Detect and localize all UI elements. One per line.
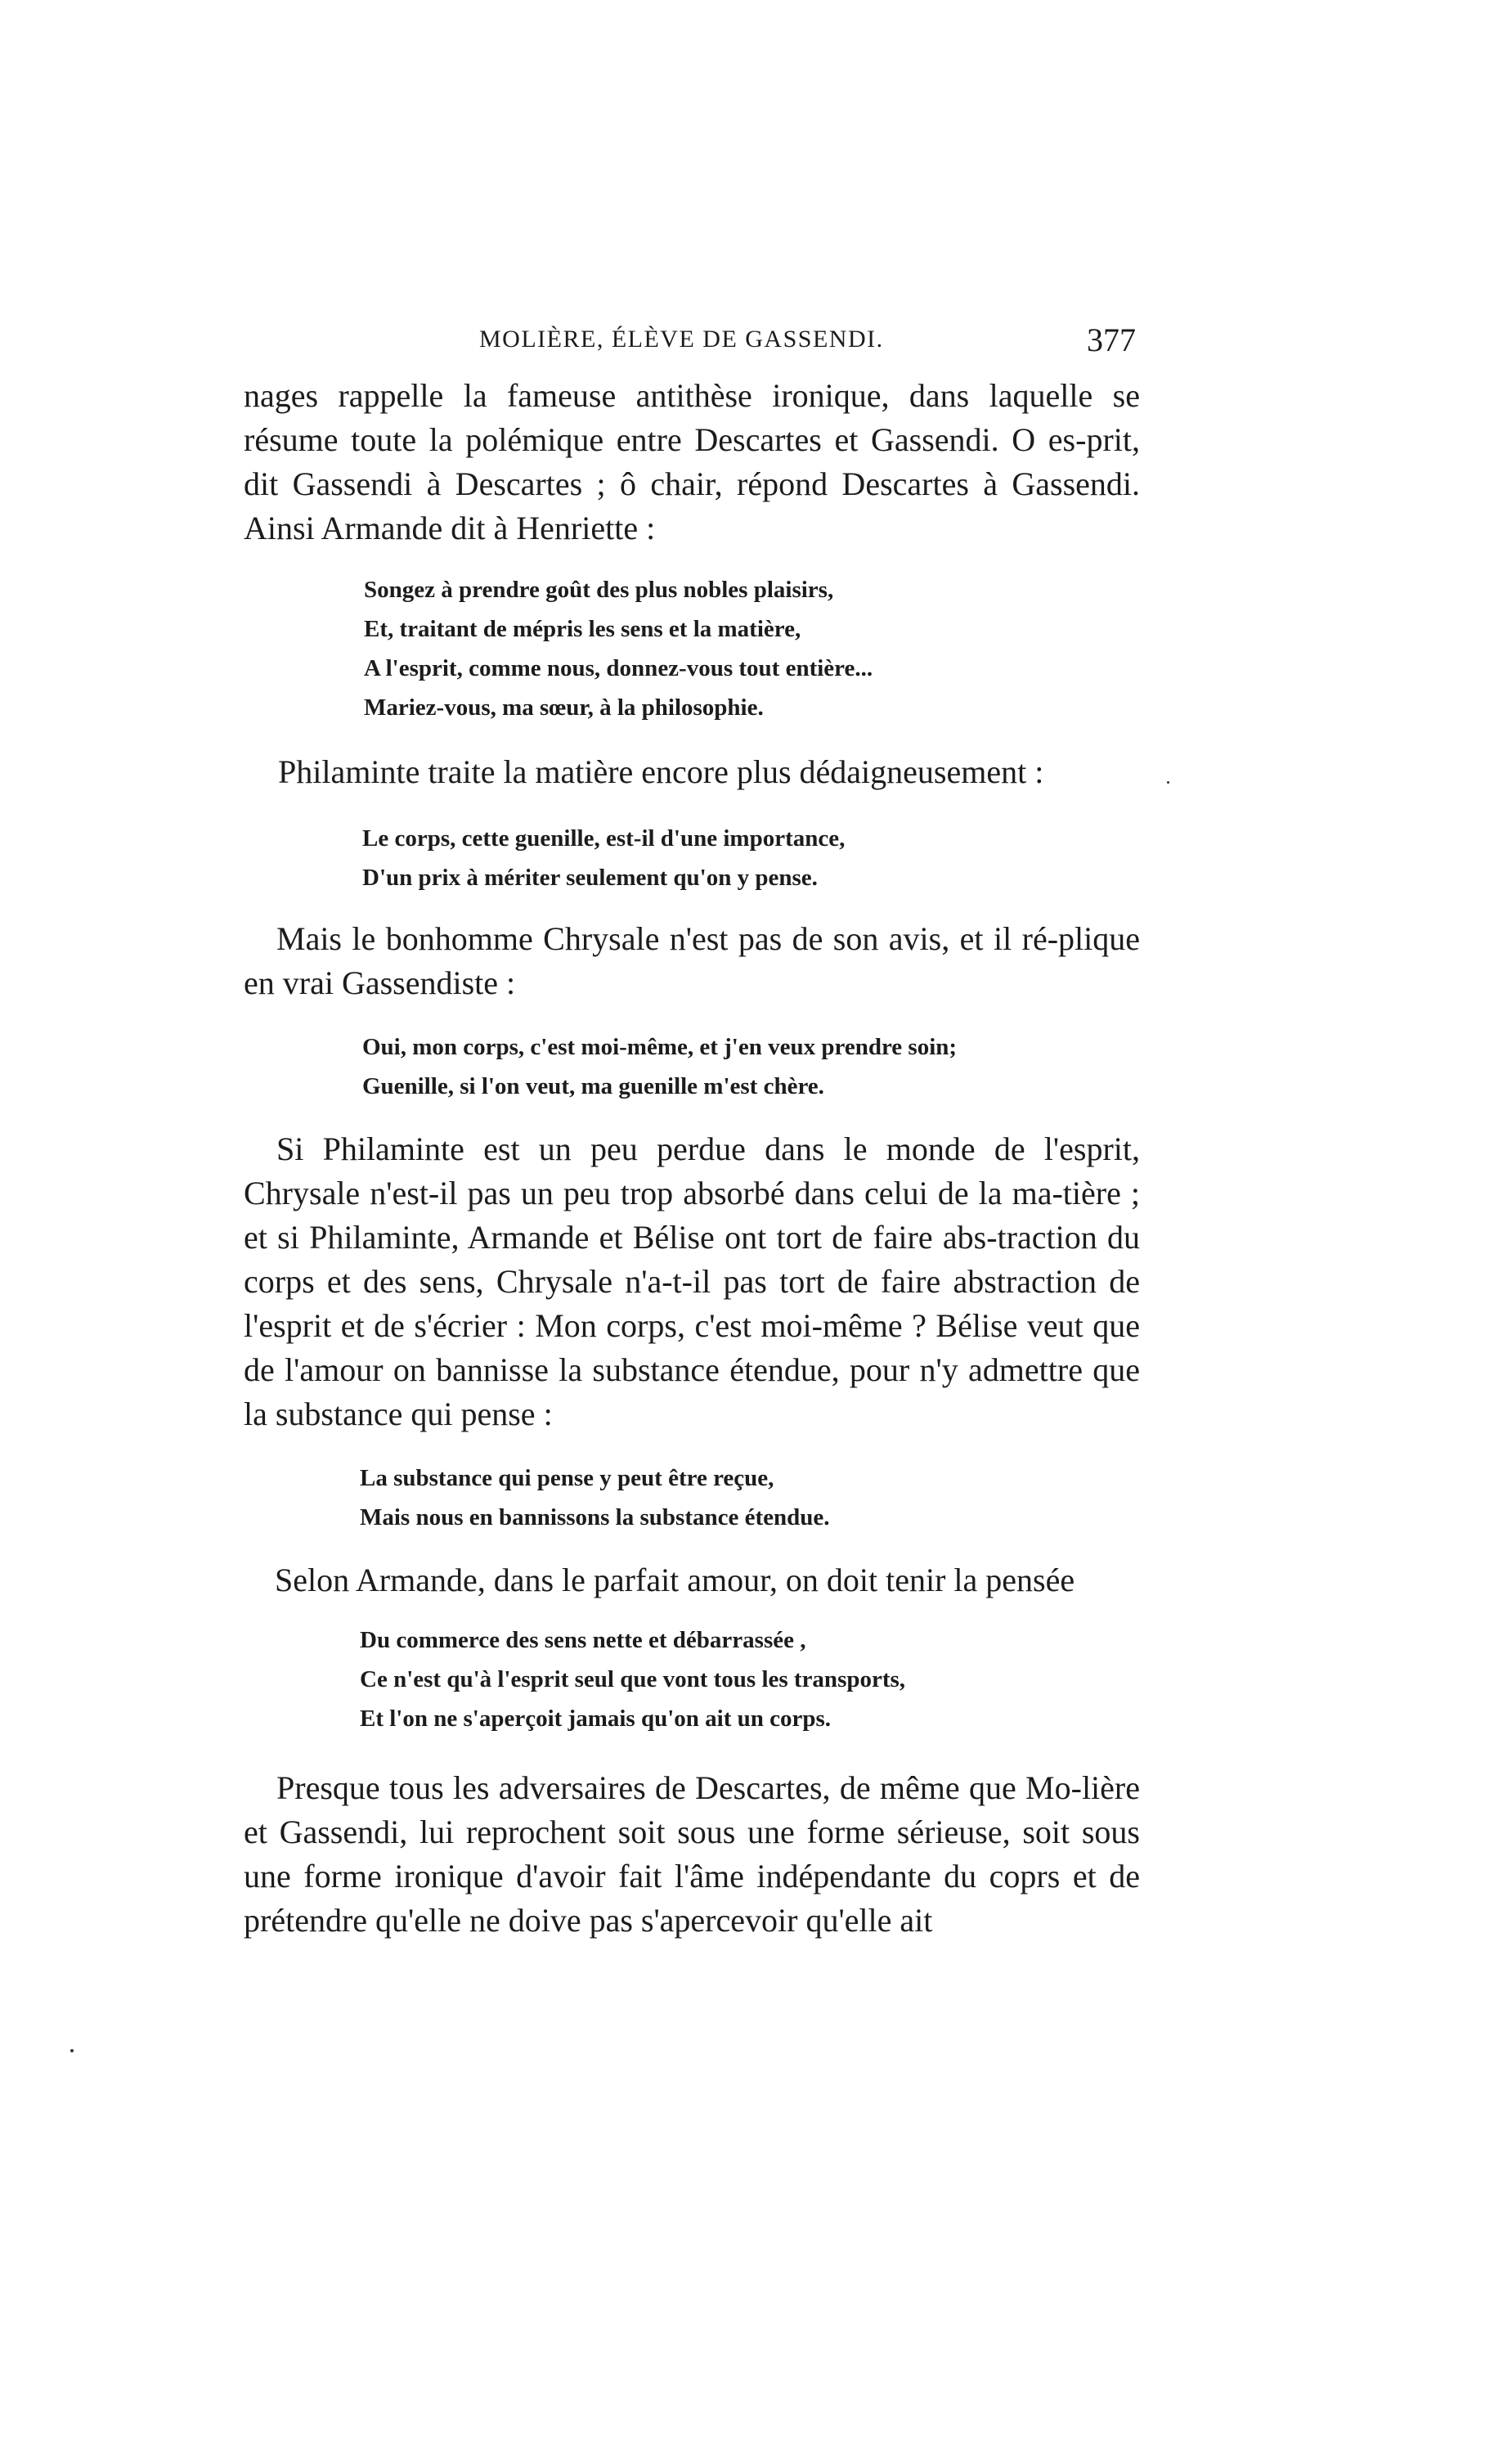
verse-line: Le corps, cette guenille, est-il d'une importance, <box>362 825 846 852</box>
verse-line: La substance qui pense y peut être reçue, <box>360 1465 774 1491</box>
verse-line: Et l'on ne s'aperçoit jamais qu'on ait un corps. <box>360 1706 832 1732</box>
verse-line: Ce n'est qu'à l'esprit seul que vont tous les transports, <box>360 1666 906 1692</box>
paragraph-adversaries: Presque tous les adversaires de Descartes, de même que Mo-lière et Gassendi, lui reprochent soit sous une forme sérieuse, soit sous une forme ironique d'avoir fait l'âme indépendante du coprs et de prétendre qu'elle ne doive pas s'apercevoir qu'elle ait <box>244 1769 1140 1939</box>
scan-speck <box>70 2049 74 2052</box>
verse-line: Songez à prendre goût des plus nobles plaisirs, <box>364 577 834 603</box>
page-header <box>245 321 1145 366</box>
paragraph-armande-love: Selon Armande, dans le parfait amour, on doit tenir la pensée <box>275 1562 1075 1598</box>
paragraph-chrysale: Mais le bonhomme Chrysale n'est pas de son avis, et il ré-plique en vrai Gassendiste : <box>244 920 1140 1001</box>
verse-line: Oui, mon corps, c'est moi-même, et j'en veux prendre soin; <box>362 1034 958 1060</box>
paragraph-continuation: nages rappelle la fameuse antithèse ironique, dans laquelle se résume toute la polémique entre Descartes et Gassendi. O es-prit, dit Gassendi à Descartes ; ô chair, répond Descartes à Gassendi. Ainsi Armande dit à Henriette : <box>244 377 1140 546</box>
verse-block-belise <box>360 1458 830 1537</box>
verse-line: Guenille, si l'on veut, ma guenille m'est chère. <box>362 1073 824 1099</box>
page-number: 377 <box>1087 321 1136 358</box>
verse-line: Mais nous en bannissons la substance étendue. <box>360 1504 830 1530</box>
verse-block-armande-love <box>360 1620 905 1738</box>
verse-line: A l'esprit, comme nous, donnez-vous tout entière... <box>364 655 873 681</box>
verse-line: Du commerce des sens nette et débarrassée , <box>360 1627 806 1653</box>
verse-line: D'un prix à mériter seulement qu'on y pense. <box>362 865 818 891</box>
verse-block-philaminte <box>362 819 845 897</box>
verse-block-armande <box>364 570 873 727</box>
scan-speck <box>1167 781 1169 784</box>
paragraph-discussion: Si Philaminte est un peu perdue dans le monde de l'esprit, Chrysale n'est-il pas un peu trop absorbé dans celui de la ma-tière ; et si Philaminte, Armande et Bélise ont tort de faire abs-traction du corps et des sens, Chrysale n'a-t-il pas tort de faire abstraction de l'esprit et de s'écrier : Mon corps, c'est moi-même ? Bélise veut que de l'amour on bannisse la substance étendue, pour n'y admettre que la substance qui pense : <box>244 1130 1140 1432</box>
verse-block-chrysale <box>362 1027 957 1106</box>
paragraph-philaminte: Philaminte traite la matière encore plus dédaigneusement : <box>278 753 1044 790</box>
verse-line: Mariez-vous, ma sœur, à la philosophie. <box>364 694 764 721</box>
running-title: MOLIÈRE, ÉLÈVE DE GASSENDI. <box>479 326 884 353</box>
verse-line: Et, traitant de mépris les sens et la matière, <box>364 616 801 642</box>
